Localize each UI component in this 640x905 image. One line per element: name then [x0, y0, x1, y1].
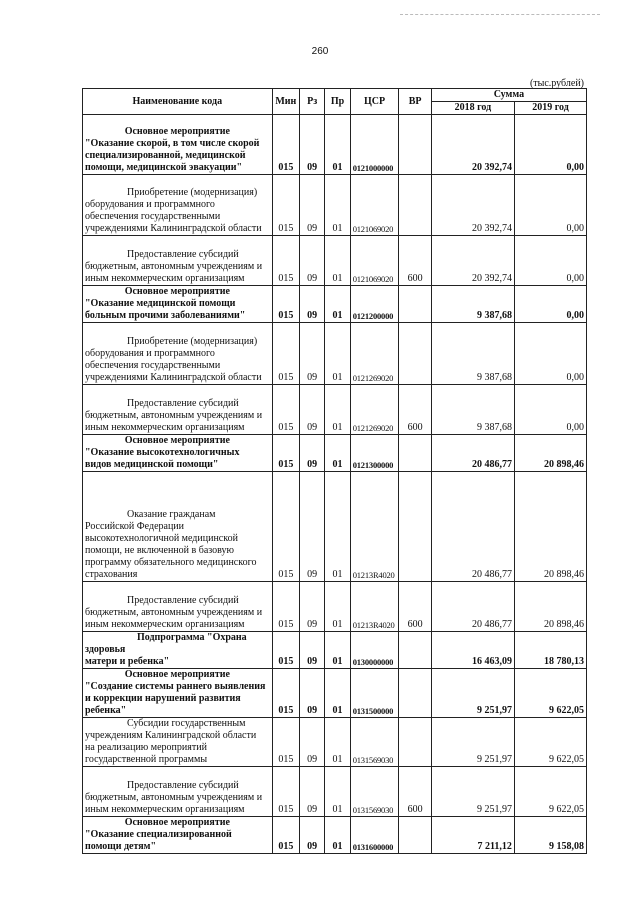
- row-pr: 01: [325, 115, 350, 175]
- row-rz: 09: [300, 236, 325, 286]
- row-name: [83, 718, 273, 767]
- row-pr: 01: [325, 669, 350, 718]
- row-name-line: Подпрограмма "Охрана здоровья: [85, 632, 247, 655]
- row-name-line: обеспечения государственными: [85, 211, 221, 222]
- row-amount-2019: 20 898,46: [514, 472, 586, 582]
- row-csr: 0131569030: [350, 718, 399, 767]
- table-row: [83, 286, 587, 323]
- row-amount-2019: 9 622,05: [514, 767, 586, 817]
- row-name-line: Приобретение (модернизация): [127, 187, 258, 198]
- row-rz: 09: [300, 286, 325, 323]
- row-name-line: помощи детям": [85, 841, 157, 852]
- row-csr: 0131600000: [350, 817, 399, 854]
- row-min: 015: [272, 582, 299, 632]
- row-name-line: программу обязательного медицинского: [85, 557, 257, 568]
- scan-artifact-line: [400, 14, 600, 16]
- row-name-line: Предоставление субсидий: [127, 780, 239, 791]
- row-vr: 600: [399, 385, 431, 435]
- row-min: 015: [272, 435, 299, 472]
- row-pr: 01: [325, 472, 350, 582]
- row-vr: [399, 115, 431, 175]
- row-amount-2018: 20 486,77: [431, 435, 514, 472]
- row-vr: 600: [399, 767, 431, 817]
- header-2019: 2019 год: [514, 102, 586, 115]
- row-name-line: учреждениям Калининградской области: [85, 730, 257, 741]
- row-vr: [399, 286, 431, 323]
- row-name-line: оборудования и программного: [85, 348, 215, 359]
- row-amount-2019: 9 622,05: [514, 718, 586, 767]
- row-rz: 09: [300, 582, 325, 632]
- row-pr: 01: [325, 385, 350, 435]
- row-name-line: больным прочими заболеваниями": [85, 310, 246, 321]
- row-name-line: бюджетным, автономным учреждениям и: [85, 410, 263, 421]
- row-min: 015: [272, 323, 299, 385]
- row-name-line: государственной программы: [85, 754, 208, 765]
- row-name: [83, 582, 273, 632]
- row-csr: 0121069020: [350, 175, 399, 236]
- row-name-line: Субсидии государственным: [127, 718, 246, 729]
- row-name-line: обеспечения государственными: [85, 360, 221, 371]
- row-min: 015: [272, 718, 299, 767]
- table-row: [83, 323, 587, 385]
- table-row: [83, 669, 587, 718]
- row-rz: 09: [300, 472, 325, 582]
- row-name-line: "Оказание высокотехнологичных: [85, 447, 240, 458]
- row-pr: 01: [325, 236, 350, 286]
- row-name-line: помощи, медицинской эвакуации": [85, 162, 243, 173]
- row-name-line: иным некоммерческим организациям: [85, 804, 245, 815]
- header-rz: Рз: [300, 89, 325, 115]
- row-name-line: иным некоммерческим организациям: [85, 422, 245, 433]
- row-pr: 01: [325, 286, 350, 323]
- row-name: [83, 767, 273, 817]
- row-csr: 0121200000: [350, 286, 399, 323]
- row-csr: 0131500000: [350, 669, 399, 718]
- row-amount-2018: 9 251,97: [431, 718, 514, 767]
- row-vr: [399, 632, 431, 669]
- row-rz: 09: [300, 385, 325, 435]
- table-row: [83, 718, 587, 767]
- row-min: 015: [272, 669, 299, 718]
- row-amount-2019: 18 780,13: [514, 632, 586, 669]
- row-csr: 0121000000: [350, 115, 399, 175]
- row-csr: 0121300000: [350, 435, 399, 472]
- row-name: [83, 385, 273, 435]
- row-name-line: "Создание системы раннего выявления: [85, 681, 266, 692]
- row-name: [83, 817, 273, 854]
- row-amount-2018: 20 392,74: [431, 236, 514, 286]
- row-min: 015: [272, 286, 299, 323]
- row-name-line: специализированной, медицинской: [85, 150, 246, 161]
- row-name-line: бюджетным, автономным учреждениям и: [85, 607, 263, 618]
- table-row: [83, 817, 587, 854]
- row-name-line: и коррекции нарушений развития: [85, 693, 241, 704]
- row-min: 015: [272, 175, 299, 236]
- row-amount-2019: 0,00: [514, 323, 586, 385]
- row-pr: 01: [325, 323, 350, 385]
- row-rz: 09: [300, 632, 325, 669]
- row-csr: 01213R4020: [350, 582, 399, 632]
- row-amount-2018: 9 387,68: [431, 385, 514, 435]
- row-amount-2019: 0,00: [514, 236, 586, 286]
- row-pr: 01: [325, 175, 350, 236]
- row-amount-2018: 9 251,97: [431, 669, 514, 718]
- table-row: [83, 175, 587, 236]
- row-vr: [399, 817, 431, 854]
- row-amount-2018: 7 211,12: [431, 817, 514, 854]
- header-vr: ВР: [399, 89, 431, 115]
- row-csr: 0131569030: [350, 767, 399, 817]
- row-name: [83, 472, 273, 582]
- row-name-line: матери и ребенка": [85, 656, 170, 667]
- row-csr: 0121269020: [350, 385, 399, 435]
- row-vr: [399, 435, 431, 472]
- row-amount-2019: 0,00: [514, 115, 586, 175]
- row-min: 015: [272, 472, 299, 582]
- row-name-line: иным некоммерческим организациям: [85, 273, 245, 284]
- row-name-line: Основное мероприятие: [124, 126, 230, 137]
- row-vr: [399, 669, 431, 718]
- row-csr: 0130000000: [350, 632, 399, 669]
- row-name-line: Приобретение (модернизация): [127, 336, 258, 347]
- row-amount-2018: 9 387,68: [431, 286, 514, 323]
- row-rz: 09: [300, 323, 325, 385]
- row-pr: 01: [325, 632, 350, 669]
- row-name-line: учреждениями Калининградской области: [85, 223, 262, 234]
- row-name: [83, 323, 273, 385]
- row-min: 015: [272, 632, 299, 669]
- row-pr: 01: [325, 582, 350, 632]
- row-name-line: Основное мероприятие: [124, 669, 230, 680]
- row-amount-2019: 9 622,05: [514, 669, 586, 718]
- row-name: [83, 236, 273, 286]
- row-amount-2019: 20 898,46: [514, 435, 586, 472]
- row-rz: 09: [300, 669, 325, 718]
- row-amount-2018: 16 463,09: [431, 632, 514, 669]
- row-name: [83, 669, 273, 718]
- row-name-line: высокотехнологичной медицинской: [85, 533, 238, 544]
- unit-note: (тыс.рублей): [529, 78, 584, 89]
- row-amount-2019: 0,00: [514, 385, 586, 435]
- header-pr: Пр: [325, 89, 350, 115]
- row-amount-2018: 9 387,68: [431, 323, 514, 385]
- row-name: [83, 286, 273, 323]
- row-pr: 01: [325, 435, 350, 472]
- row-vr: [399, 323, 431, 385]
- row-amount-2019: 0,00: [514, 286, 586, 323]
- row-name: [83, 115, 273, 175]
- table-row: [83, 472, 587, 582]
- row-name: [83, 632, 273, 669]
- table-body: [83, 115, 587, 854]
- row-pr: 01: [325, 817, 350, 854]
- table-row: [83, 435, 587, 472]
- row-name-line: Российской Федерации: [85, 521, 185, 532]
- row-amount-2019: 20 898,46: [514, 582, 586, 632]
- row-pr: 01: [325, 718, 350, 767]
- row-name-line: "Оказание специализированной: [85, 829, 232, 840]
- row-amount-2019: 0,00: [514, 175, 586, 236]
- header-2018: 2018 год: [431, 102, 514, 115]
- row-vr: 600: [399, 582, 431, 632]
- header-min: Мин: [272, 89, 299, 115]
- row-name-line: оборудования и программного: [85, 199, 215, 210]
- row-name-line: "Оказание медицинской помощи: [85, 298, 236, 309]
- row-vr: 600: [399, 236, 431, 286]
- row-csr: 0121069020: [350, 236, 399, 286]
- budget-table: [82, 88, 587, 854]
- row-amount-2018: 20 486,77: [431, 582, 514, 632]
- row-name: [83, 175, 273, 236]
- row-name-line: страхования: [85, 569, 138, 580]
- row-name-line: Оказание гражданам: [127, 509, 216, 520]
- table-row: [83, 236, 587, 286]
- row-name-line: бюджетным, автономным учреждениям и: [85, 261, 263, 272]
- table-row: [83, 385, 587, 435]
- row-min: 015: [272, 767, 299, 817]
- row-name-line: иным некоммерческим организациям: [85, 619, 245, 630]
- row-amount-2018: 20 392,74: [431, 175, 514, 236]
- row-name-line: видов медицинской помощи": [85, 459, 219, 470]
- row-name-line: Предоставление субсидий: [127, 249, 239, 260]
- row-rz: 09: [300, 435, 325, 472]
- row-min: 015: [272, 385, 299, 435]
- row-name-line: Основное мероприятие: [124, 286, 230, 297]
- row-min: 015: [272, 817, 299, 854]
- row-name-line: на реализацию мероприятий: [85, 742, 207, 753]
- row-name-line: "Оказание скорой, в том числе скорой: [85, 138, 260, 149]
- row-name-line: Предоставление субсидий: [127, 595, 239, 606]
- row-amount-2018: 20 486,77: [431, 472, 514, 582]
- table-row: [83, 115, 587, 175]
- row-name-line: Предоставление субсидий: [127, 398, 239, 409]
- row-rz: 09: [300, 115, 325, 175]
- header-csr: ЦСР: [350, 89, 399, 115]
- row-rz: 09: [300, 718, 325, 767]
- row-name-line: помощи, не включенной в базовую: [85, 545, 235, 556]
- row-name-line: ребенка": [85, 705, 127, 716]
- row-amount-2019: 9 158,08: [514, 817, 586, 854]
- row-rz: 09: [300, 175, 325, 236]
- row-name: [83, 435, 273, 472]
- row-csr: 0121269020: [350, 323, 399, 385]
- row-rz: 09: [300, 767, 325, 817]
- row-min: 015: [272, 115, 299, 175]
- row-vr: [399, 472, 431, 582]
- header-sum: Сумма: [431, 89, 586, 102]
- row-vr: [399, 718, 431, 767]
- page-number: 260: [311, 46, 329, 57]
- row-name-line: бюджетным, автономным учреждениям и: [85, 792, 263, 803]
- row-amount-2018: 9 251,97: [431, 767, 514, 817]
- row-pr: 01: [325, 767, 350, 817]
- row-name-line: Основное мероприятие: [124, 435, 230, 446]
- row-name-line: учреждениями Калининградской области: [85, 372, 262, 383]
- row-csr: 01213R4020: [350, 472, 399, 582]
- header-name: Наименование кода: [83, 89, 273, 115]
- row-name-line: Основное мероприятие: [124, 817, 230, 828]
- table-row: [83, 582, 587, 632]
- table-row: [83, 767, 587, 817]
- row-amount-2018: 20 392,74: [431, 115, 514, 175]
- row-rz: 09: [300, 817, 325, 854]
- row-vr: [399, 175, 431, 236]
- row-min: 015: [272, 236, 299, 286]
- table-row: [83, 632, 587, 669]
